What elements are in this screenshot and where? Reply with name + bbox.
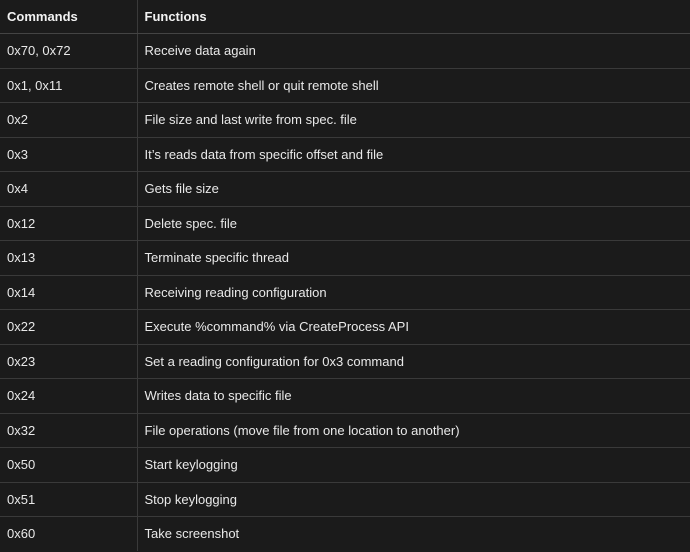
- command-cell: 0x70, 0x72: [0, 34, 137, 69]
- function-cell: Stop keylogging: [137, 482, 690, 517]
- command-cell: 0x13: [0, 241, 137, 276]
- function-cell: It’s reads data from specific offset and file: [137, 137, 690, 172]
- command-cell: 0x14: [0, 275, 137, 310]
- function-cell: Receive data again: [137, 34, 690, 69]
- function-cell: File operations (move file from one location to another): [137, 413, 690, 448]
- table-row: [0, 275, 690, 310]
- table-row: [0, 379, 690, 414]
- function-cell: Receiving reading configuration: [137, 275, 690, 310]
- command-cell: 0x4: [0, 172, 137, 207]
- command-cell: 0x22: [0, 310, 137, 345]
- table-row: [0, 482, 690, 517]
- table-row: [0, 137, 690, 172]
- command-cell: 0x3: [0, 137, 137, 172]
- function-cell: File size and last write from spec. file: [137, 103, 690, 138]
- table-row: [0, 103, 690, 138]
- function-cell: Start keylogging: [137, 448, 690, 483]
- command-cell: 0x12: [0, 206, 137, 241]
- function-cell: Take screenshot: [137, 517, 690, 551]
- function-cell: Execute %command% via CreateProcess API: [137, 310, 690, 345]
- function-cell: Creates remote shell or quit remote shell: [137, 68, 690, 103]
- table-row: [0, 517, 690, 551]
- table-row: [0, 413, 690, 448]
- table-row: [0, 34, 690, 69]
- table-row: [0, 344, 690, 379]
- table-row: [0, 206, 690, 241]
- table-body: [0, 34, 690, 551]
- table-row: [0, 172, 690, 207]
- function-cell: Gets file size: [137, 172, 690, 207]
- function-cell: Terminate specific thread: [137, 241, 690, 276]
- command-cell: 0x23: [0, 344, 137, 379]
- table-header-row: [0, 0, 690, 34]
- command-cell: 0x1, 0x11: [0, 68, 137, 103]
- header-commands: Commands: [0, 0, 137, 34]
- table-row: [0, 448, 690, 483]
- command-cell: 0x32: [0, 413, 137, 448]
- table-row: [0, 310, 690, 345]
- table-row: [0, 68, 690, 103]
- command-cell: 0x24: [0, 379, 137, 414]
- function-cell: Writes data to specific file: [137, 379, 690, 414]
- command-cell: 0x2: [0, 103, 137, 138]
- function-cell: Set a reading configuration for 0x3 command: [137, 344, 690, 379]
- function-cell: Delete spec. file: [137, 206, 690, 241]
- command-cell: 0x60: [7, 526, 36, 542]
- header-functions: Functions: [137, 0, 690, 34]
- table-row: [0, 241, 690, 276]
- command-cell: 0x51: [0, 482, 137, 517]
- command-cell: 0x50: [0, 448, 137, 483]
